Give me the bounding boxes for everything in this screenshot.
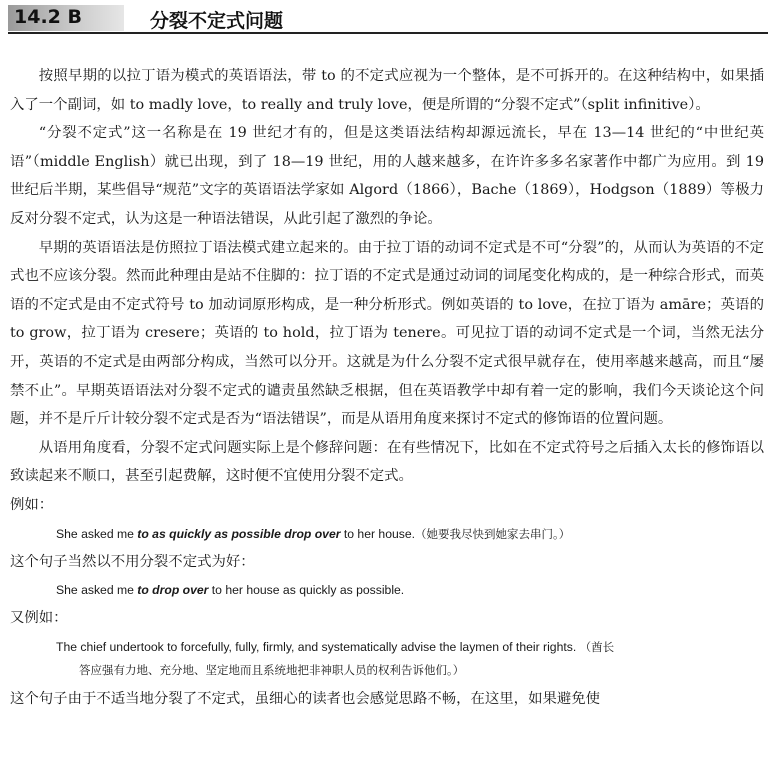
section-header <box>0 0 777 36</box>
section-number: 14.2 B <box>14 6 82 28</box>
example-lead-1: 例如： <box>10 496 54 513</box>
example-2-emphasis: to drop over <box>137 583 209 598</box>
example-1-pre: She asked me <box>56 526 138 541</box>
body-text <box>10 62 764 713</box>
example-3-translation-a: （酋长 <box>579 639 615 654</box>
example-2-pre: She asked me <box>56 583 138 598</box>
example-2-post: to her house as quickly as possible. <box>208 583 405 598</box>
paragraph-3: 早期的英语语法是仿照拉丁语法模式建立起来的。由于拉丁语的动词不定式是不可“分裂”的，从而认为英语的不定式也不应该分裂。然而此种理由是站不住脚的：拉丁语的不定式是通过动词的词尾变化构成的，是一种综合形式，而英语的不定式是由不定式符号 to 加动词原形构成，是一种分析形式。例如英语的 to love，在拉丁语为 amāre；英语的 to grow，拉丁语为 cresere；英语的 to hold，拉丁语为 tenere。可见拉丁语的动词不定式是一个词，当然无法分开，英语的不定式是由两部分构成，当然可以分开。这就是为什么分裂不定式很早就存在，使用率越来越高，而且“屡禁不止”。早期英语语法对分裂不定式的谴责虽然缺乏根据，但在英语教学中却有着一定的影响，我们今天谈论这个问题，并不是斤斤计较分裂不定式是否为“语法错误”，而是从语用角度来探讨不定式的修饰语的位置问题。 <box>10 239 764 428</box>
example-1 <box>10 520 764 548</box>
example-lead-3: 又例如： <box>10 610 68 627</box>
example-lead-2: 这个句子当然以不用分裂不定式为好： <box>10 553 255 570</box>
example-2 <box>10 576 764 604</box>
paragraph-4: 从语用角度看，分裂不定式问题实际上是个修辞问题：在有些情况下，比如在不定式符号之后插入太长的修饰语以致读起来不顺口，甚至引起费解，这时便不宜使用分裂不定式。 <box>10 439 764 485</box>
example-3-text: The chief undertook to forcefully, fully, firmly, and systematically advise the laymen of their rights. <box>56 639 577 654</box>
paragraph-5: 这个句子由于不适当地分裂了不定式，虽细心的读者也会感觉思路不畅，在这里，如果避免使 <box>10 690 601 707</box>
example-1-post: to her house. <box>340 526 416 541</box>
example-3-translation-b: 答应强有力地、充分地、坚定地而且系统地把非神职人员的权利告诉他们。） <box>79 662 465 677</box>
section-title: 分裂不定式问题 <box>150 10 284 32</box>
paragraph-1: 按照早期的以拉丁语为模式的英语语法，带 to 的不定式应视为一个整体，是不可拆开的。在这种结构中，如果插入了一个副词，如 to madly love，to really and truly love，便是所谓的“分裂不定式”（split infinitive）。 <box>10 68 764 113</box>
header-rule <box>8 32 768 34</box>
paragraph-2: “分裂不定式”这一名称是在 19 世纪才有的，但是这类语法结构却源远流长，早在 13—14 世纪的“中世纪英语”（middle English）就已出现，到了 18—19 世纪，用的人越来越多，在许许多多名家著作中都广为应用。到 19 世纪后半期，某些倡导“规范”文字的英语语法学家如 Algord（1866），Bache（1869），Hodgson（1889）等极力反对分裂不定式，认为这是一种语法错误，从此引起了激烈的争论。 <box>10 125 764 227</box>
example-1-emphasis: to as quickly as possible drop over <box>137 526 341 541</box>
example-3 <box>10 633 764 685</box>
example-1-translation: （她要我尽快到她家去串门。） <box>415 526 571 541</box>
